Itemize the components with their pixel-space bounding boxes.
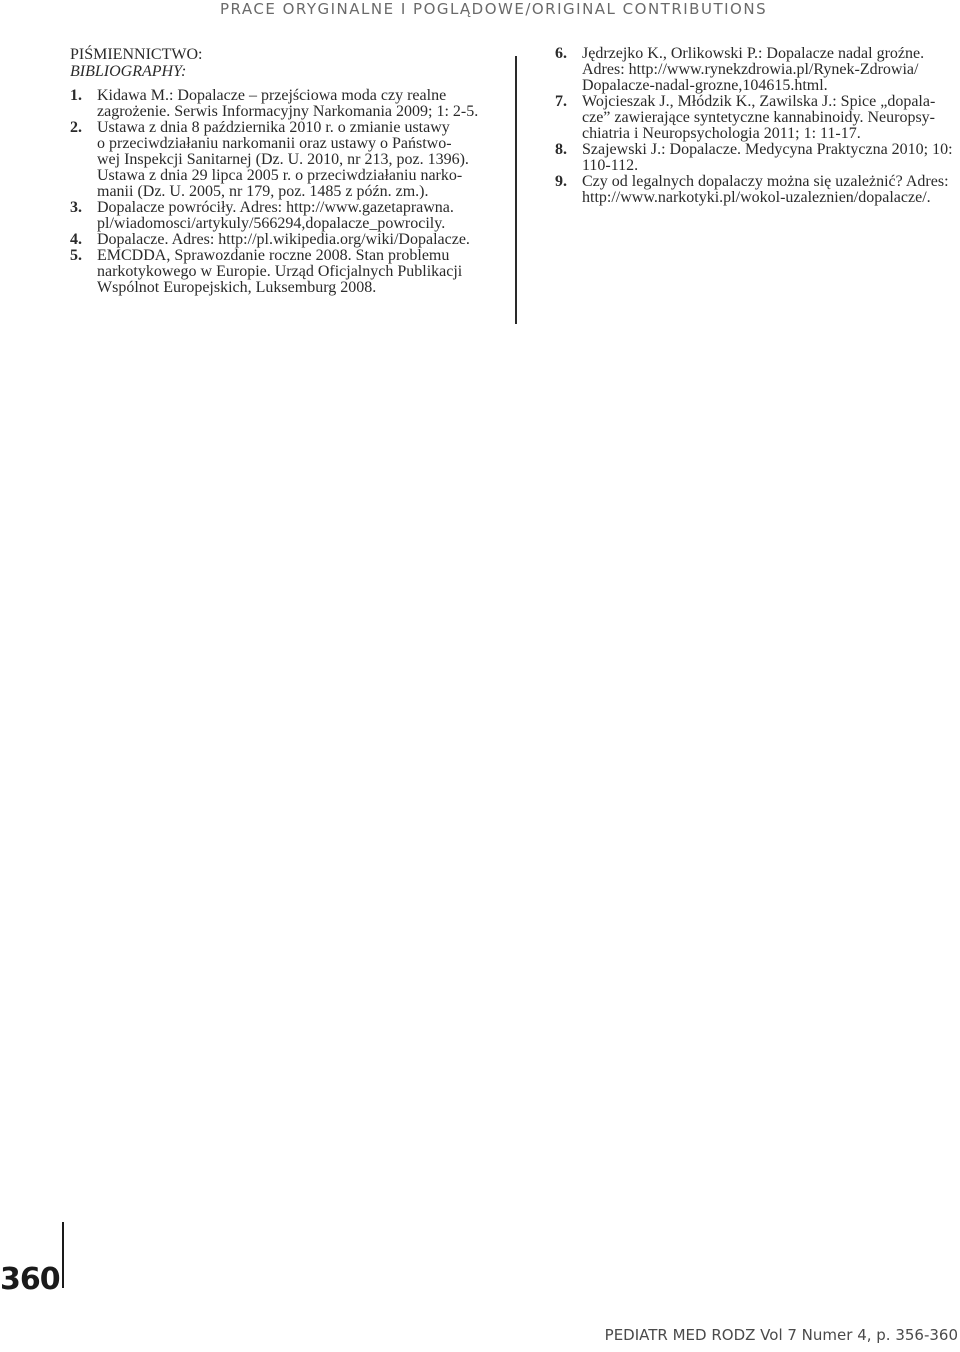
reference-number: 5.	[70, 247, 82, 264]
reference-item	[555, 174, 955, 206]
bibliography-left-column	[70, 46, 480, 296]
reference-item	[70, 248, 480, 296]
reference-number: 7.	[555, 93, 567, 110]
reference-item	[70, 120, 480, 200]
reference-text: EMCDDA, Sprawozdanie roczne 2008. Stan problemu narkotykowego w Europie. Urząd Oficjalnych Publikacji Wspólnot Europejskich, Luksemburg 2008.	[97, 247, 463, 296]
reference-text: Ustawa z dnia 8 października 2010 r. o zmianie ustawy o przeciwdziałaniu narkomanii oraz ustawy o Państwo- wej Inspekcji Sanitarnej (Dz. U. 2010, nr 213, poz. 1396). Ustawa z dnia 29 lipca 2005 r. o przeciwdziałaniu narko- manii (Dz. U. 2005, nr 179, poz. 1485 z późn. zm.).	[97, 119, 469, 200]
bibliography-title	[70, 46, 480, 80]
reference-number: 3.	[70, 199, 82, 216]
bibliography-right-column	[555, 46, 955, 206]
journal-footer: PEDIATR MED RODZ Vol 7 Numer 4, p. 356-360	[604, 1326, 958, 1344]
reference-text: Czy od legalnych dopalaczy można się uzależnić? Adres: http://www.narkotyki.pl/wokol-uzaleznien/dopalacze/.	[582, 173, 949, 206]
reference-item	[555, 94, 955, 142]
reference-text: Jędrzejko K., Orlikowski P.: Dopalacze nadal groźne. Adres: http://www.rynekzdrowia.pl/Rynek-Zdrowia/ Dopalacze-nadal-grozne,104615.html.	[582, 45, 925, 94]
reference-list-left	[70, 88, 480, 296]
column-divider	[515, 56, 517, 324]
reference-list-right	[555, 46, 955, 206]
reference-item	[70, 200, 480, 232]
page-number: 360	[0, 1262, 60, 1297]
bibliography-title-en: BIBLIOGRAPHY:	[70, 63, 187, 80]
reference-item	[555, 142, 955, 174]
reference-text: Szajewski J.: Dopalacze. Medycyna Praktyczna 2010; 10: 110-112.	[582, 141, 953, 174]
reference-number: 9.	[555, 173, 567, 190]
reference-item	[555, 46, 955, 94]
bibliography-title-pl: PIŚMIENNICTWO:	[70, 46, 203, 63]
reference-number: 8.	[555, 141, 567, 158]
reference-number: 1.	[70, 87, 82, 104]
reference-number: 2.	[70, 119, 82, 136]
reference-text: Dopalacze powróciły. Adres: http://www.gazetaprawna. pl/wiadomosci/artykuly/566294,dopalacze_powrocily.	[97, 199, 454, 232]
reference-text: Dopalacze. Adres: http://pl.wikipedia.org/wiki/Dopalacze.	[97, 231, 470, 248]
running-header: PRACE ORYGINALNE I POGLĄDOWE/ORIGINAL CONTRIBUTIONS	[220, 0, 768, 18]
reference-item	[70, 88, 480, 120]
reference-number: 6.	[555, 45, 567, 62]
reference-number: 4.	[70, 231, 82, 248]
reference-text: Wojcieszak J., Młódzik K., Zawilska J.: Spice „dopala- cze” zawierające syntetyczne kannabinoidy. Neuropsy- chiatria i Neuropsychologia 2011; 1: 11-17.	[582, 93, 936, 142]
page-number-rule	[62, 1222, 64, 1288]
reference-item	[70, 232, 480, 248]
reference-text: Kidawa M.: Dopalacze – przejściowa moda czy realne zagrożenie. Serwis Informacyjny Narkomania 2009; 1: 2-5.	[97, 87, 479, 120]
